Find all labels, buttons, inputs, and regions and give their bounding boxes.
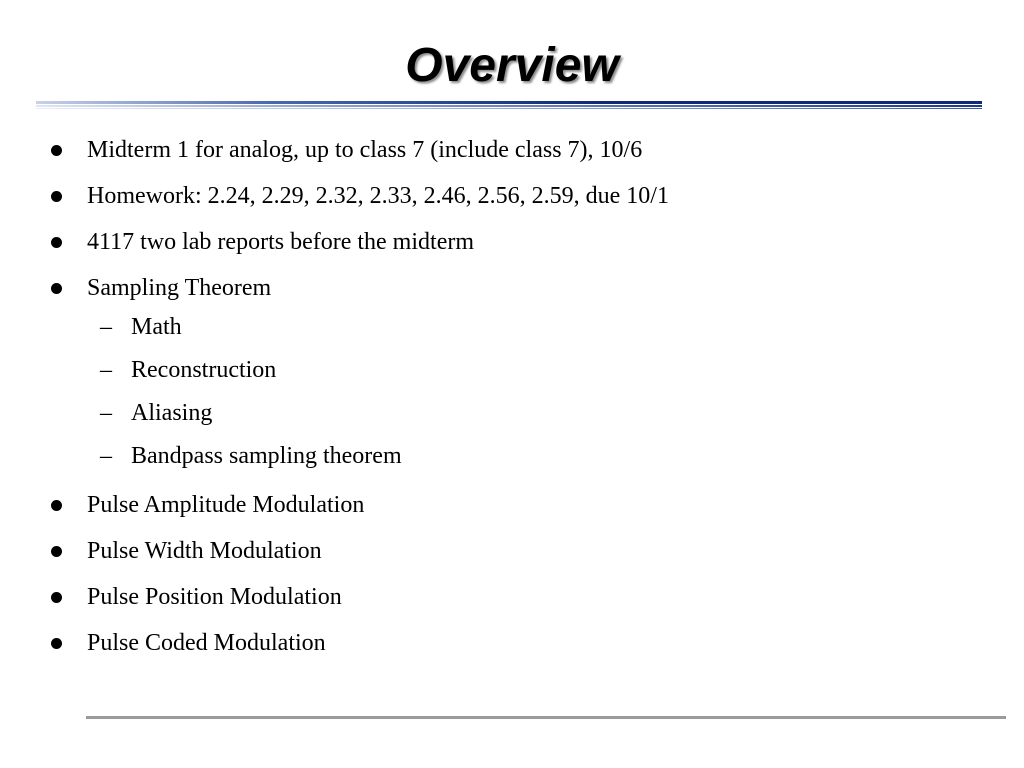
bullet-text: Pulse Amplitude Modulation (87, 492, 365, 518)
bullet-text: 4117 two lab reports before the midterm (87, 229, 474, 255)
sub-bullet-text: Math (131, 314, 182, 340)
bullet-dot-icon (51, 638, 62, 649)
bullet-dot-icon (51, 592, 62, 603)
bullet-dot-icon (51, 283, 62, 294)
bullet-text: Pulse Position Modulation (87, 584, 342, 610)
footer-divider (86, 716, 1006, 719)
slide-title: Overview (405, 39, 619, 92)
sub-bullet-text: Aliasing (131, 400, 213, 426)
bullet-text: Pulse Width Modulation (87, 538, 322, 564)
dash-icon: – (100, 400, 112, 426)
bullet-dot-icon (51, 546, 62, 557)
dash-icon: – (100, 357, 112, 383)
bullet-text: Midterm 1 for analog, up to class 7 (include class 7), 10/6 (87, 137, 643, 163)
bullet-text: Pulse Coded Modulation (87, 630, 326, 656)
sub-bullet-text: Bandpass sampling theorem (131, 443, 402, 469)
bullet-dot-icon (51, 500, 62, 511)
dash-icon: – (100, 443, 112, 469)
bullet-dot-icon (51, 145, 62, 156)
bullet-dot-icon (51, 191, 62, 202)
bullet-dot-icon (51, 237, 62, 248)
dash-icon: – (100, 314, 112, 340)
bullet-text: Homework: 2.24, 2.29, 2.32, 2.33, 2.46, 2.56, 2.59, due 10/1 (87, 183, 669, 209)
bullet-text: Sampling Theorem (87, 275, 272, 301)
title-underline (36, 101, 982, 110)
sub-bullet-text: Reconstruction (131, 357, 277, 383)
